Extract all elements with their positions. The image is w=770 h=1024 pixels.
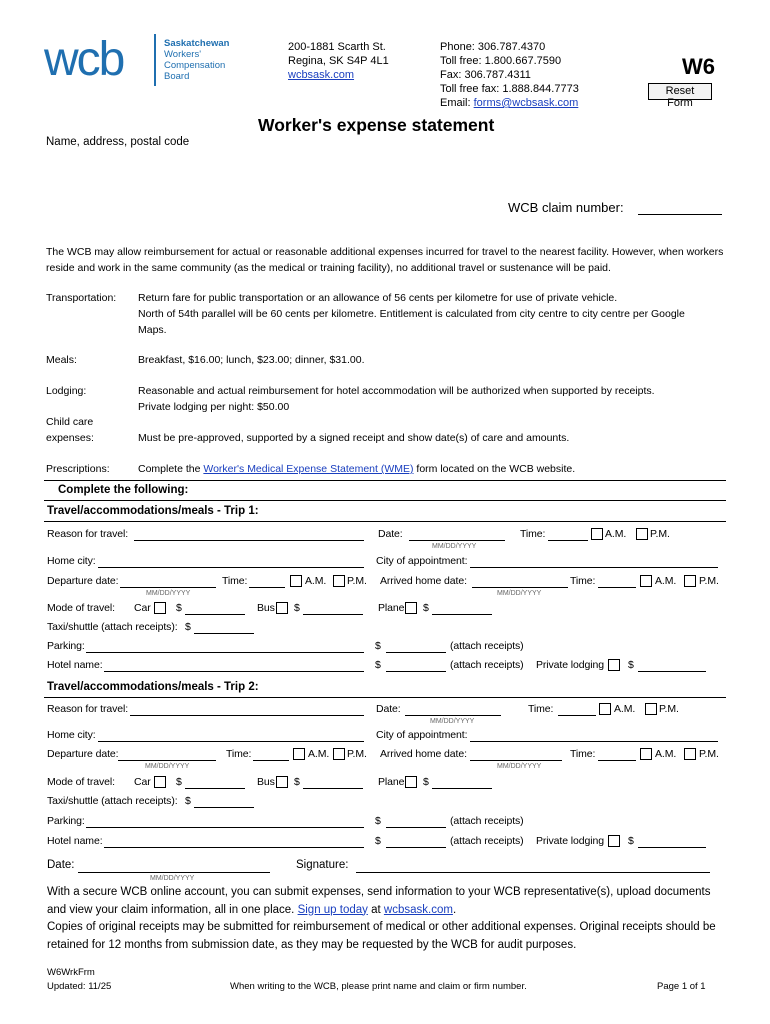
wme-form-link[interactable]: Worker's Medical Expense Statement (WME) [203, 463, 414, 475]
tollfree-fax: Toll free fax: 1.888.844.7773 [440, 83, 579, 95]
logo-line4: Board [164, 71, 190, 82]
trip1-arr-am-label: A.M. [655, 575, 677, 587]
prescriptions-label: Prescriptions: [46, 463, 110, 475]
signature-field[interactable] [356, 872, 710, 873]
trip2-arrtime-field[interactable] [598, 760, 636, 761]
footer-updated: Updated: 11/25 [47, 981, 112, 992]
trip2-car-checkbox[interactable] [154, 776, 166, 788]
trip1-departure-field[interactable] [120, 587, 216, 588]
wcbsask-link[interactable]: wcbsask.com [383, 903, 453, 916]
trip2-parking-dollar: $ [375, 815, 381, 827]
trip1-hotel-amount[interactable] [386, 671, 446, 672]
trip1-taxi-label: Taxi/shuttle (attach receipts): [47, 621, 178, 633]
online-line2-post: . [452, 903, 457, 916]
trip1-deptime-field[interactable] [249, 587, 285, 588]
trip1-bus-dollar: $ [294, 602, 300, 614]
fax: Fax: 306.787.4311 [440, 69, 531, 81]
trip1-cityappt-label: City of appointment: [376, 555, 468, 567]
trip2-taxi-dollar: $ [185, 795, 191, 807]
trip2-deptime-label: Time: [226, 748, 252, 760]
trip1-arrived-label: Arrived home date: [380, 575, 467, 587]
transport-line2: North of 54th parallel will be 60 cents per kilometre. Entitlement is calculated from city centre to city centre per Google [138, 308, 685, 320]
trip2-arr-am-label: A.M. [655, 748, 677, 760]
trip1-homecity-field[interactable] [98, 567, 364, 568]
trip1-date-hint: MM/DD/YYYY [432, 543, 477, 550]
lodging-line1: Reasonable and actual reimbursement for hotel accommodation will be authorized when supported by receipts. [138, 385, 655, 397]
trip1-arrtime-label: Time: [570, 575, 596, 587]
footer-note: When writing to the WCB, please print name and claim or firm number. [230, 981, 527, 992]
rx-pre: Complete the [138, 463, 204, 475]
online-line3: Copies of original receipts may be submitted for reimbursement of medical or other additional expenses. Original receipts should be [47, 921, 716, 933]
section-rule-mid [44, 500, 726, 501]
trip2-private-amount[interactable] [638, 847, 706, 848]
transport-line3: Maps. [138, 324, 167, 336]
meals-text: Breakfast, $16.00; lunch, $23.00; dinner, $31.00. [138, 354, 365, 366]
trip2-pm-checkbox[interactable] [645, 703, 657, 715]
childcare-text: Must be pre-approved, supported by a signed receipt and show date(s) of care and amounts. [138, 432, 570, 444]
trip2-parking-attach: (attach receipts) [450, 815, 524, 827]
trip1-car-label: Car [134, 602, 151, 614]
claim-number-label: WCB claim number: [508, 200, 624, 215]
trip2-deptime-field[interactable] [253, 760, 289, 761]
trip2-plane-label: Plane [378, 776, 405, 788]
trip2-arr-pm-checkbox[interactable] [684, 748, 696, 760]
trip2-departure-label: Departure date: [47, 748, 119, 760]
trip2-plane-dollar: $ [423, 776, 429, 788]
trip2-am-label: A.M. [614, 703, 636, 715]
trip2-dep-pm-checkbox[interactable] [333, 748, 345, 760]
lodging-line2: Private lodging per night: $50.00 [138, 401, 290, 413]
trip2-dep-pm-label: P.M. [347, 748, 367, 760]
trip1-dep-pm-label: P.M. [347, 575, 367, 587]
trip2-arrived-field[interactable] [470, 760, 562, 761]
trip1-taxi-amount[interactable] [194, 633, 254, 634]
logo-text [164, 38, 229, 82]
trip2-date-field[interactable] [405, 715, 501, 716]
trip2-hotel-amount[interactable] [386, 847, 446, 848]
trip1-arrtime-field[interactable] [598, 587, 636, 588]
trip2-arrived-hint: MM/DD/YYYY [497, 763, 542, 770]
trip1-am-checkbox[interactable] [591, 528, 603, 540]
trip1-parking-amount[interactable] [386, 652, 446, 653]
trip1-dep-am-checkbox[interactable] [290, 575, 302, 587]
trip1-bus-checkbox[interactable] [276, 602, 288, 614]
signature-label: Signature: [296, 859, 349, 871]
trip1-departure-label: Departure date: [47, 575, 119, 587]
trip2-cityappt-field[interactable] [470, 741, 718, 742]
trip2-heading: Travel/accommodations/meals - Trip 2: [47, 681, 259, 693]
trip1-private-dollar: $ [628, 659, 634, 671]
trip2-parking-label: Parking: [47, 815, 85, 827]
trip1-private-label: Private lodging [536, 659, 604, 671]
transport-line1: Return fare for public transportation or an allowance of 56 cents per kilometre for use of private vehicle. [138, 292, 618, 304]
complete-heading: Complete the following: [58, 484, 189, 496]
trip2-time-field[interactable] [558, 715, 596, 716]
trip2-mode-label: Mode of travel: [47, 776, 115, 788]
logo-divider [154, 34, 156, 86]
trip1-car-amount[interactable] [185, 614, 245, 615]
online-text [47, 884, 716, 954]
trip1-hotel-field[interactable] [104, 671, 364, 672]
trip2-cityappt-label: City of appointment: [376, 729, 468, 741]
trip1-car-dollar: $ [176, 602, 182, 614]
wcb-logo [44, 30, 234, 90]
trip1-mode-label: Mode of travel: [47, 602, 115, 614]
reset-form-button[interactable]: Reset Form [648, 83, 712, 100]
trip1-hotel-dollar: $ [375, 659, 381, 671]
tollfree: Toll free: 1.800.667.7590 [440, 55, 562, 67]
trip2-taxi-amount[interactable] [194, 807, 254, 808]
trip1-reason-field[interactable] [134, 540, 364, 541]
trip1-date-label: Date: [378, 528, 403, 540]
email-label: Email: [440, 97, 471, 109]
trip1-parking-attach: (attach receipts) [450, 640, 524, 652]
transport-label: Transportation: [46, 292, 117, 304]
childcare-label2: expenses: [46, 432, 94, 444]
section-rule-trip2 [44, 697, 726, 698]
trip2-arrived-label: Arrived home date: [380, 748, 467, 760]
footer-page: Page 1 of 1 [657, 981, 706, 992]
trip2-car-dollar: $ [176, 776, 182, 788]
trip1-dep-pm-checkbox[interactable] [333, 575, 345, 587]
trip1-departure-hint: MM/DD/YYYY [146, 590, 191, 597]
trip1-hotel-attach: (attach receipts) [450, 659, 524, 671]
trip2-private-checkbox[interactable] [608, 835, 620, 847]
trip1-hotel-label: Hotel name: [47, 659, 103, 671]
address-line1: 200-1881 Scarth St. [288, 41, 386, 53]
trip1-private-checkbox[interactable] [608, 659, 620, 671]
signoff-date-hint: MM/DD/YYYY [150, 875, 195, 882]
contact-block [440, 40, 579, 110]
trip1-plane-checkbox[interactable] [405, 602, 417, 614]
trip2-homecity-label: Home city: [47, 729, 96, 741]
trip1-cityappt-field[interactable] [470, 567, 718, 568]
logo-line2: Workers' [164, 49, 202, 60]
trip1-plane-dollar: $ [423, 602, 429, 614]
trip2-car-amount[interactable] [185, 788, 245, 789]
online-line4: retained for 12 months from submission date, as they may be requested by the WCB for audit purposes. [47, 938, 577, 951]
trip2-departure-hint: MM/DD/YYYY [145, 763, 190, 770]
form-code: W6 [682, 54, 715, 79]
claim-number-field[interactable] [638, 214, 722, 215]
footer-code: W6WrkFrm [47, 967, 95, 978]
trip1-dep-am-label: A.M. [305, 575, 327, 587]
trip1-taxi-dollar: $ [185, 621, 191, 633]
trip1-deptime-label: Time: [222, 575, 248, 587]
trip2-am-checkbox[interactable] [599, 703, 611, 715]
trip2-parking-amount[interactable] [386, 827, 446, 828]
name-address-label: Name, address, postal code [46, 136, 190, 148]
intro-line2: reside and work in the same community (as the medical or training facility), no additional travel or sustenance will be paid. [46, 262, 611, 274]
trip1-parking-field[interactable] [86, 652, 364, 653]
address-block [288, 40, 389, 82]
intro-line1: The WCB may allow reimbursement for actual or reasonable additional expenses incurred for travel to the nearest facility. However, when workers [46, 246, 724, 258]
trip2-bus-checkbox[interactable] [276, 776, 288, 788]
trip2-bus-label: Bus [257, 776, 275, 788]
trip2-parking-field[interactable] [86, 827, 364, 828]
page-title: Worker's expense statement [258, 115, 495, 135]
online-line2-pre: and view your claim information, all in one place. [47, 903, 298, 916]
meals-label: Meals: [46, 354, 77, 366]
trip1-arrived-hint: MM/DD/YYYY [497, 590, 542, 597]
trip2-time-label: Time: [528, 703, 554, 715]
phone: Phone: 306.787.4370 [440, 41, 546, 53]
trip2-departure-field[interactable] [118, 760, 216, 761]
trip2-reason-label: Reason for travel: [47, 703, 129, 715]
section-rule-top [44, 480, 726, 481]
trip1-bus-amount[interactable] [303, 614, 363, 615]
trip2-hotel-dollar: $ [375, 835, 381, 847]
trip1-private-amount[interactable] [638, 671, 706, 672]
trip1-parking-label: Parking: [47, 640, 85, 652]
trip2-arr-pm-label: P.M. [699, 748, 719, 760]
email-link[interactable]: forms@wcbsask.com [473, 97, 579, 109]
trip2-dep-am-label: A.M. [308, 748, 330, 760]
trip2-bus-amount[interactable] [303, 788, 363, 789]
trip1-plane-label: Plane [378, 602, 405, 614]
trip1-plane-amount[interactable] [432, 614, 492, 615]
trip2-date-hint: MM/DD/YYYY [430, 718, 475, 725]
section-rule-trip1 [44, 521, 726, 522]
lodging-label: Lodging: [46, 385, 87, 397]
trip2-arrtime-label: Time: [570, 748, 596, 760]
trip1-arr-am-checkbox[interactable] [640, 575, 652, 587]
trip1-arr-pm-checkbox[interactable] [684, 575, 696, 587]
trip2-car-label: Car [134, 776, 151, 788]
trip1-date-field[interactable] [409, 540, 505, 541]
trip2-plane-amount[interactable] [432, 788, 492, 789]
trip1-pm-checkbox[interactable] [636, 528, 648, 540]
logo-line3: Compensation [164, 60, 226, 71]
signup-link[interactable]: Sign up today [297, 903, 368, 916]
trip1-reason-label: Reason for travel: [47, 528, 129, 540]
trip2-hotel-field[interactable] [104, 847, 364, 848]
trip1-time-label: Time: [520, 528, 546, 540]
logo-wordmark: wcb [44, 33, 124, 86]
logo-line1: Saskatchewan [164, 38, 230, 49]
trip1-homecity-label: Home city: [47, 555, 96, 567]
trip2-hotel-label: Hotel name: [47, 835, 103, 847]
trip2-bus-dollar: $ [294, 776, 300, 788]
trip1-bus-label: Bus [257, 602, 275, 614]
trip2-private-label: Private lodging [536, 835, 604, 847]
childcare-label1: Child care [46, 416, 94, 428]
trip2-homecity-field[interactable] [98, 741, 364, 742]
online-line2-mid: at [367, 903, 384, 916]
signoff-date-label: Date: [47, 859, 75, 871]
signoff-date-field[interactable] [78, 872, 270, 873]
trip2-reason-field[interactable] [130, 715, 364, 716]
trip2-pm-label: P.M. [659, 703, 679, 715]
trip2-taxi-label: Taxi/shuttle (attach receipts): [47, 795, 178, 807]
trip2-arr-am-checkbox[interactable] [640, 748, 652, 760]
trip1-time-field[interactable] [548, 540, 588, 541]
trip1-pm-label: P.M. [650, 528, 670, 540]
prescriptions-text [138, 461, 575, 477]
trip2-date-label: Date: [376, 703, 401, 715]
trip2-hotel-attach: (attach receipts) [450, 835, 524, 847]
trip2-dep-am-checkbox[interactable] [293, 748, 305, 760]
trip1-arrived-field[interactable] [472, 587, 568, 588]
address-line2: Regina, SK S4P 4L1 [288, 55, 389, 67]
rx-post: form located on the WCB website. [413, 463, 576, 475]
website-link[interactable]: wcbsask.com [288, 69, 355, 81]
trip1-heading: Travel/accommodations/meals - Trip 1: [47, 505, 259, 517]
online-line1: With a secure WCB online account, you can submit expenses, send information to your WCB representative(s), upload documents [47, 886, 711, 898]
trip1-am-label: A.M. [605, 528, 627, 540]
trip2-plane-checkbox[interactable] [405, 776, 417, 788]
trip1-parking-dollar: $ [375, 640, 381, 652]
trip1-arr-pm-label: P.M. [699, 575, 719, 587]
trip1-car-checkbox[interactable] [154, 602, 166, 614]
trip2-private-dollar: $ [628, 835, 634, 847]
